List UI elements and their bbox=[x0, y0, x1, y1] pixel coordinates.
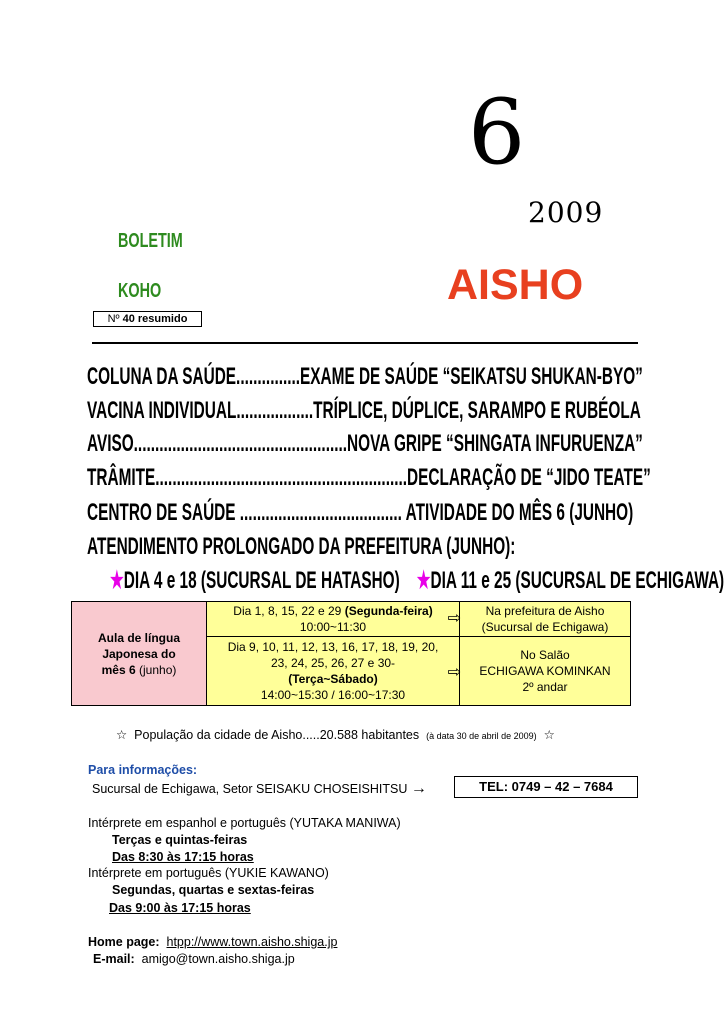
row1-dates: Dia 1, 8, 15, 22 e 29 bbox=[233, 604, 342, 618]
star-icon: ★ bbox=[110, 567, 124, 594]
schedule-row2-dates bbox=[207, 637, 460, 706]
schedule-row1-place bbox=[460, 602, 631, 637]
home-page-label: Home page: bbox=[88, 935, 160, 949]
header-divider bbox=[92, 342, 638, 344]
population-date: (à data 30 de abril de 2009) bbox=[426, 731, 537, 741]
issue-number-box bbox=[93, 311, 202, 327]
arrow-right-icon: ⇨ bbox=[447, 610, 461, 627]
class-title-cell bbox=[72, 602, 207, 706]
email-label: E-mail: bbox=[93, 952, 135, 966]
telephone-box: TEL: 0749 – 42 – 7684 bbox=[454, 776, 638, 798]
row2-dates-line1: Dia 9, 10, 11, 12, 13, 16, 17, 18, 19, 20, bbox=[227, 640, 439, 654]
home-page-link[interactable]: htpp://www.town.aisho.shiga.jp bbox=[166, 935, 338, 949]
interpreter-spanish-days: Terças e quintas-feiras bbox=[112, 833, 248, 847]
row1-place-line2: (Sucursal de Echigawa) bbox=[481, 620, 609, 634]
interpreter-portuguese-days: Segundas, quartas e sextas-feiras bbox=[112, 883, 315, 897]
email-line bbox=[93, 952, 295, 966]
population-text: População da cidade de Aisho.....20.588 habitantes bbox=[134, 728, 420, 742]
row2-place-line3: 2º andar bbox=[522, 680, 568, 694]
row2-time: 14:00~15:30 / 16:00~17:30 bbox=[260, 688, 406, 702]
page-title: AISHO bbox=[447, 261, 584, 309]
index-line-tramite: TRÂMITE...........................................................DECLARAÇÃO DE “JIDO TEATE” bbox=[87, 464, 651, 491]
star-outline-icon: ☆ bbox=[543, 728, 555, 742]
extended-hours-hatasho: DIA 4 e 18 (SUCURSAL DE HATASHO) bbox=[123, 567, 400, 594]
koho-label: KOHO bbox=[118, 280, 162, 302]
class-title-line1: Aula de língua bbox=[97, 630, 180, 645]
population-line bbox=[116, 727, 555, 742]
star-outline-icon: ☆ bbox=[116, 728, 128, 742]
index-line-aviso: AVISO..................................................NOVA GRIPE “SHINGATA INFURUENZA” bbox=[87, 430, 643, 457]
class-title-line2: Japonesa do bbox=[102, 646, 176, 661]
row1-place-line1: Na prefeitura de Aisho bbox=[485, 604, 605, 618]
issue-year: 2009 bbox=[528, 196, 604, 229]
index-line-atendimento: ATENDIMENTO PROLONGADO DA PREFEITURA (JUNHO): bbox=[87, 533, 516, 560]
boletim-label: BOLETIM bbox=[118, 230, 183, 252]
index-line-centro: CENTRO DE SAÚDE ...................................... ATIVIDADE DO MÊS 6 (JUNHO) bbox=[87, 499, 634, 526]
row1-time: 10:00~11:30 bbox=[299, 620, 367, 634]
row2-place-line1: No Salão bbox=[520, 648, 570, 662]
row2-place-line2: ECHIGAWA KOMINKAN bbox=[479, 664, 611, 678]
extended-hours-line bbox=[110, 567, 724, 595]
japanese-class-schedule-table bbox=[71, 601, 631, 706]
index-line-saude: COLUNA DA SAÚDE...............EXAME DE SAÚDE “SEIKATSU SHUKAN-BYO” bbox=[87, 363, 643, 390]
info-department bbox=[92, 780, 427, 798]
interpreter-portuguese: Intérprete em português (YUKIE KAWANO) bbox=[88, 866, 329, 880]
home-page-line bbox=[88, 935, 337, 949]
info-label: Para informações: bbox=[88, 763, 198, 777]
department-text: Sucursal de Echigawa, Setor SEISAKU CHOSEISHITSU bbox=[92, 782, 408, 796]
email-link[interactable]: amigo@town.aisho.shiga.jp bbox=[141, 952, 295, 966]
extended-hours-echigawa: DIA 11 e 25 (SUCURSAL DE ECHIGAWA) bbox=[430, 567, 724, 594]
class-title-month: mês 6 bbox=[101, 662, 136, 677]
interpreter-spanish: Intérprete em espanhol e português (YUTAKA MANIWA) bbox=[88, 816, 401, 830]
issue-month-number: 6 bbox=[468, 80, 526, 185]
arrow-right-icon: → bbox=[410, 780, 427, 797]
row2-dates-line2: 23, 24, 25, 26, 27 e 30- bbox=[270, 656, 396, 670]
issue-prefix: Nº bbox=[107, 313, 123, 325]
issue-number: 40 resumido bbox=[122, 313, 188, 325]
row1-days: (Segunda-feira) bbox=[341, 604, 433, 618]
row2-days: (Terça~Sábado) bbox=[288, 672, 378, 686]
class-title-month-note: (junho) bbox=[135, 662, 177, 677]
index-line-vacina: VACINA INDIVIDUAL..................TRÍPLICE, DÚPLICE, SARAMPO E RUBÉOLA bbox=[87, 397, 641, 424]
interpreter-spanish-hours: Das 8:30 às 17:15 horas bbox=[112, 850, 254, 864]
star-icon: ★ bbox=[416, 567, 431, 594]
interpreter-portuguese-hours: Das 9:00 às 17:15 horas bbox=[109, 901, 251, 915]
schedule-row1-dates bbox=[207, 602, 460, 637]
arrow-right-icon: ⇨ bbox=[447, 664, 461, 681]
schedule-row2-place bbox=[460, 637, 631, 706]
